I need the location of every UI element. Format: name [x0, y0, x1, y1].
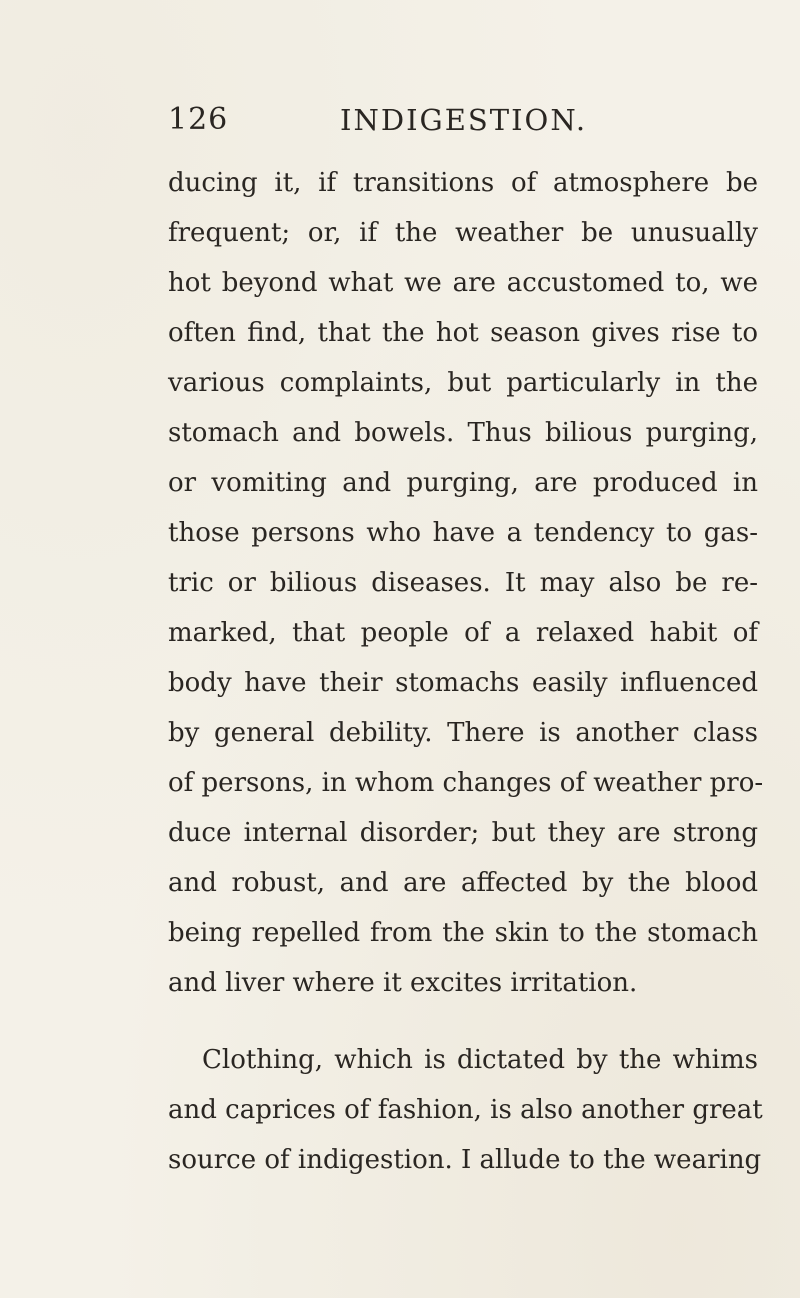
text-line: those persons who have a tendency to gas- — [168, 518, 758, 548]
text-line: stomach and bowels. Thus bilious purging, — [168, 418, 758, 448]
text-line: duce internal disorder; but they are strong — [168, 818, 758, 848]
paragraph-1 — [168, 158, 764, 1008]
page-number: 126 — [168, 102, 229, 137]
text-line: hot beyond what we are accustomed to, we — [168, 268, 758, 298]
paragraph-2 — [168, 1035, 763, 1185]
text-line: often find, that the hot season gives rise to — [168, 318, 758, 348]
text-line: being repelled from the skin to the stomach — [168, 918, 758, 948]
text-line: various complaints, but particularly in the — [168, 368, 758, 398]
text-line: source of indigestion. I allude to the wearing — [168, 1145, 762, 1175]
text-line: and caprices of fashion, is also another great — [168, 1095, 763, 1125]
text-line: Clothing, which is dictated by the whims — [202, 1045, 758, 1075]
text-line: by general debility. There is another class — [168, 718, 758, 748]
text-line: or vomiting and purging, are produced in — [168, 468, 758, 498]
text-line: body have their stomachs easily influenced — [168, 668, 758, 698]
text-line: of persons, in whom changes of weather pro- — [168, 768, 764, 798]
text-line: frequent; or, if the weather be unusually — [168, 218, 758, 248]
text-line: and robust, and are affected by the blood — [168, 868, 758, 898]
text-line: and liver where it excites irritation. — [168, 968, 638, 998]
text-line: marked, that people of a relaxed habit of — [168, 618, 758, 648]
text-line: ducing it, if transitions of atmosphere be — [168, 168, 758, 198]
running-title: INDIGESTION. — [340, 103, 588, 137]
text-line: tric or bilious diseases. It may also be re- — [168, 568, 758, 598]
